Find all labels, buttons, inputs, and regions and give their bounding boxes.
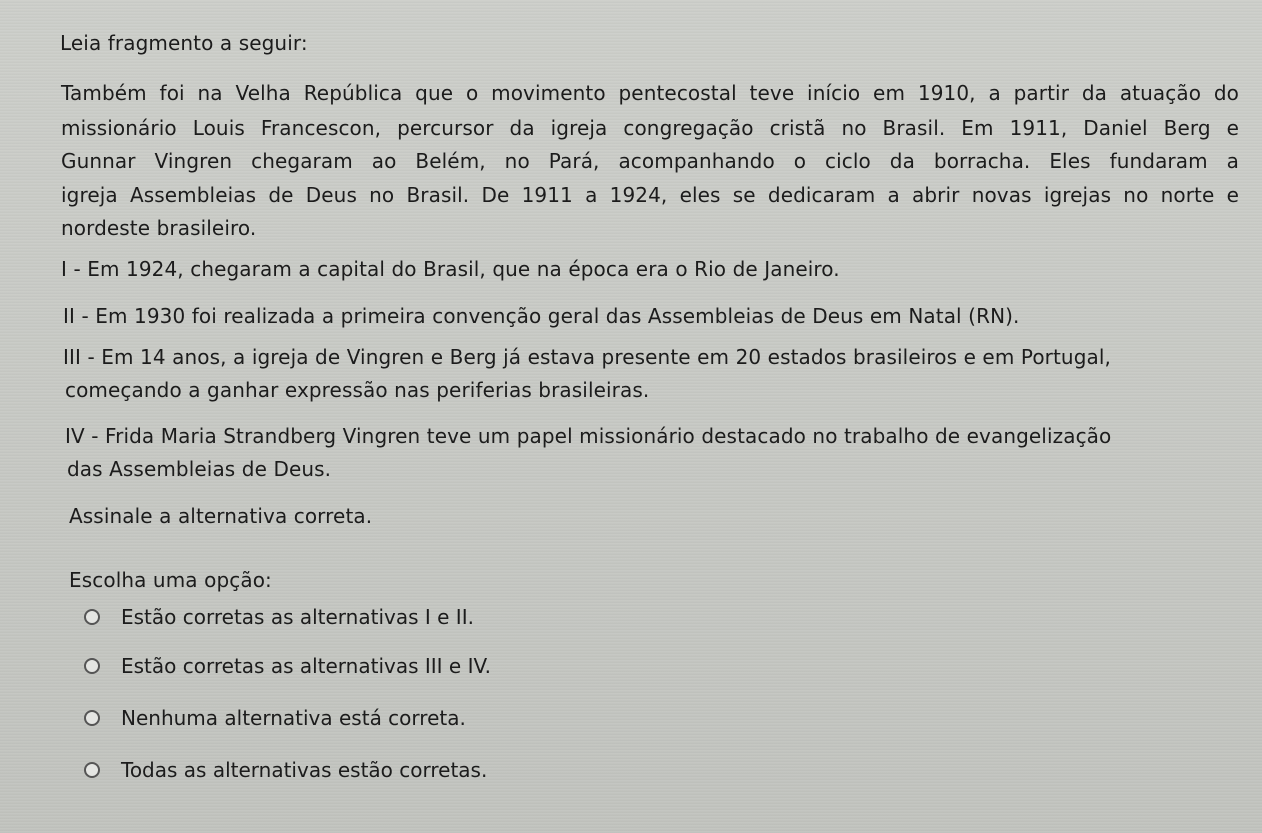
statement-4-line-2: das Assembleias de Deus. [67,457,332,481]
intro-text: Leia fragmento a seguir: [60,31,308,55]
statement-3-line-2: começando a ganhar expressão nas periferias brasileiras. [65,378,650,402]
radio-button-1[interactable] [84,609,100,625]
option-3-label[interactable]: Nenhuma alternativa está correta. [121,706,466,730]
option-3[interactable] [84,703,466,733]
statement-3-line-1: III - Em 14 anos, a igreja de Vingren e Berg já estava presente em 20 estados brasileiros e em Portugal, [63,345,1111,369]
paragraph-line-3: Gunnar Vingren chegaram ao Belém, no Pará, acompanhando o ciclo da borracha. Eles fundaram a [61,149,1239,173]
instruction-text: Assinale a alternativa correta. [69,504,373,528]
option-1-label[interactable]: Estão corretas as alternativas I e II. [121,605,474,629]
option-2[interactable] [84,651,491,681]
option-4-label[interactable]: Todas as alternativas estão corretas. [121,758,488,782]
option-2-label[interactable]: Estão corretas as alternativas III e IV. [121,654,491,678]
radio-button-2[interactable] [84,658,100,674]
paragraph-line-1: Também foi na Velha República que o movimento pentecostal teve início em 1910, a partir da atuação do [61,81,1239,105]
paragraph-line-4: igreja Assembleias de Deus no Brasil. De 1911 a 1924, eles se dedicaram a abrir novas igrejas no norte e [61,183,1239,207]
paragraph-line-2: missionário Louis Francescon, percursor da igreja congregação cristã no Brasil. Em 1911, Daniel Berg e [61,116,1239,140]
option-1[interactable] [84,602,474,632]
option-4[interactable] [84,755,487,785]
statement-2: II - Em 1930 foi realizada a primeira convenção geral das Assembleias de Deus em Natal (RN). [63,304,1020,328]
paragraph-line-5: nordeste brasileiro. [61,216,257,240]
radio-button-4[interactable] [84,762,100,778]
statement-1: I - Em 1924, chegaram a capital do Brasil, que na época era o Rio de Janeiro. [61,257,840,281]
statement-4-line-1: IV - Frida Maria Strandberg Vingren teve um papel missionário destacado no trabalho de evangelização [65,424,1112,448]
radio-button-3[interactable] [84,710,100,726]
choose-label: Escolha uma opção: [69,568,272,592]
